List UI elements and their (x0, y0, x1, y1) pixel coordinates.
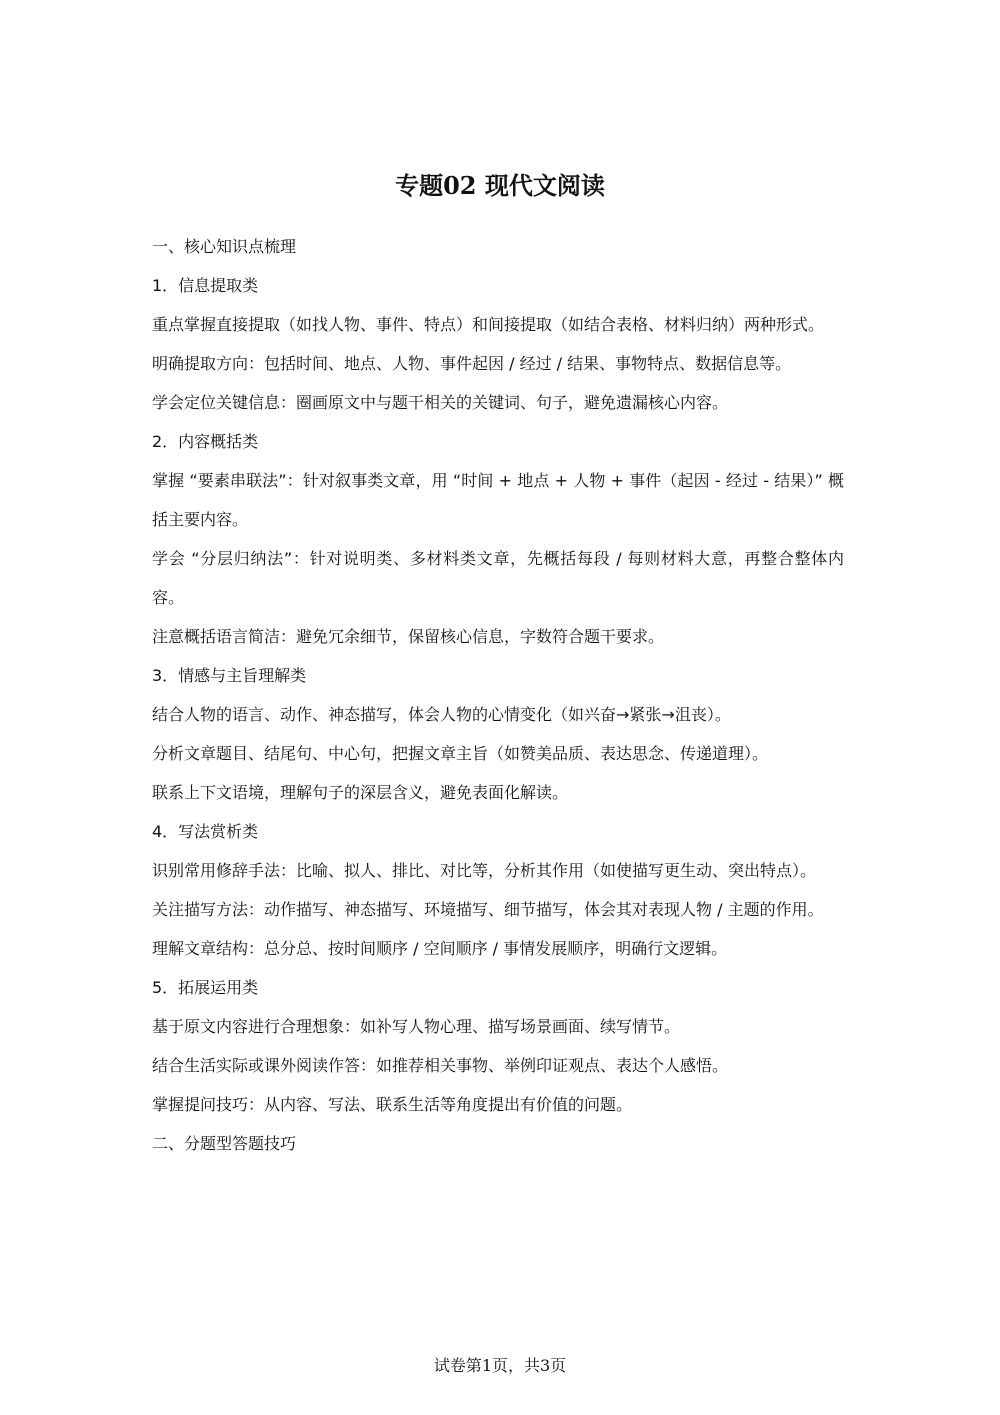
paragraph: 基于原文内容进行合理想象：如补写人物心理、描写场景画面、续写情节。 (152, 1017, 681, 1036)
document-body (152, 227, 844, 1163)
paragraph: 掌握提问技巧：从内容、写法、联系生活等角度提出有价值的问题。 (152, 1095, 633, 1114)
paragraph: 结合人物的语言、动作、神态描写，体会人物的心情变化（如兴奋→紧张→沮丧）。 (152, 705, 731, 724)
subsection-heading: 2．内容概括类 (152, 432, 259, 451)
subsection-heading: 1．信息提取类 (152, 276, 259, 295)
document-title: 专题02 现代文阅读 (395, 171, 605, 200)
paragraph: 学会 “分层归纳法”：针对说明类、多材料类文章，先概括每段 / 每则材料大意，再整合整体内容。 (152, 549, 844, 607)
paragraph: 识别常用修辞手法：比喻、拟人、排比、对比等，分析其作用（如使描写更生动、突出特点）。 (152, 861, 817, 880)
paragraph: 明确提取方向：包括时间、地点、人物、事件起因 / 经过 / 结果、事物特点、数据信息等。 (152, 354, 792, 373)
section-heading: 一、核心知识点梳理 (152, 237, 297, 256)
subsection-heading: 4．写法赏析类 (152, 822, 259, 841)
paragraph: 重点掌握直接提取（如找人物、事件、特点）和间接提取（如结合表格、材料归纳）两种形式。 (152, 315, 825, 334)
page-footer: 试卷第1页，共3页 (433, 1356, 567, 1375)
paragraph: 联系上下文语境，理解句子的深层含义，避免表面化解读。 (152, 783, 569, 802)
section-heading: 二、分题型答题技巧 (152, 1134, 297, 1153)
paragraph: 注意概括语言简洁：避免冗余细节，保留核心信息，字数符合题干要求。 (152, 627, 665, 646)
paragraph: 结合生活实际或课外阅读作答：如推荐相关事物、举例印证观点、表达个人感悟。 (152, 1056, 729, 1075)
paragraph: 关注描写方法：动作描写、神态描写、环境描写、细节描写，体会其对表现人物 / 主题的作用。 (152, 900, 824, 919)
paragraph: 分析文章题目、结尾句、中心句，把握文章主旨（如赞美品质、表达思念、传递道理）。 (152, 744, 769, 763)
paragraph: 学会定位关键信息：圈画原文中与题干相关的关键词、句子，避免遗漏核心内容。 (152, 393, 729, 412)
paragraph: 掌握 “要素串联法”：针对叙事类文章，用 “时间 + 地点 + 人物 + 事件（起因 - 经过 - 结果）” 概括主要内容。 (152, 471, 844, 529)
subsection-heading: 3．情感与主旨理解类 (152, 666, 307, 685)
subsection-heading: 5．拓展运用类 (152, 978, 259, 997)
paragraph: 理解文章结构：总分总、按时间顺序 / 空间顺序 / 事情发展顺序，明确行文逻辑。 (152, 939, 728, 958)
